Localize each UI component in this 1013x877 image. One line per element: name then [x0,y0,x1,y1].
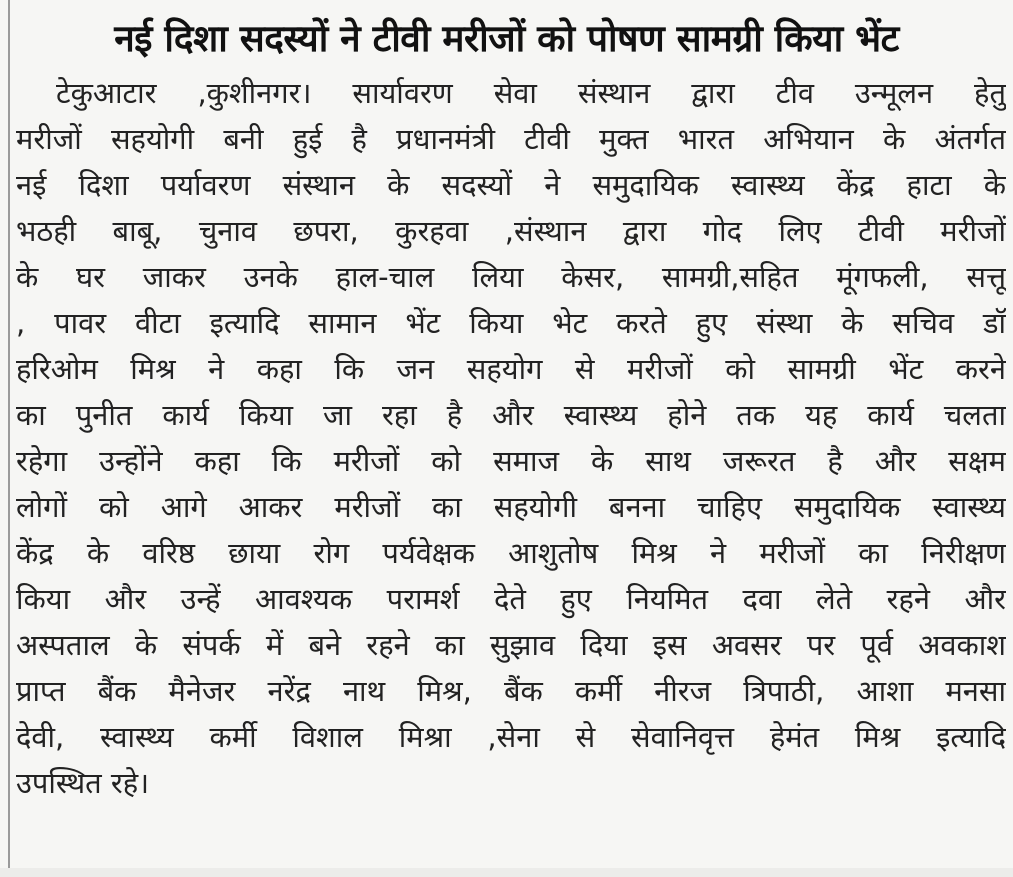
body-line: , पावर वीटा इत्यादि सामान भेंट किया भेट करते हुए संस्था के सचिव डॉ [16,306,1006,340]
article-headline: नई दिशा सदस्यों ने टीवी मरीजों को पोषण सामग्री किया भेंट [114,17,899,60]
body-line: देवी, स्वास्थ्य कर्मी विशाल मिश्रा ,सेना से सेवानिवृत्त हेमंत मिश्र इत्यादि [16,720,1006,754]
body-line: किया और उन्हें आवश्यक परामर्श देते हुए नियमित दवा लेते रहने और [16,582,1006,616]
body-line: टेकुआटार ,कुशीनगर। सार्यावरण सेवा संस्थान द्वारा टीव उन्मूलन हेतु [56,76,1006,110]
body-line: रहेगा उन्होंने कहा कि मरीजों को समाज के साथ जरूरत है और सक्षम [16,444,1006,478]
article-body [16,70,1006,806]
body-line: नई दिशा पर्यावरण संस्थान के सदस्यों ने समुदायिक स्वास्थ्य केंद्र हाटा के [16,168,1006,202]
body-line: का पुनीत कार्य किया जा रहा है और स्वास्थ्य होने तक यह कार्य चलता [16,398,1006,432]
body-line: केंद्र के वरिष्ठ छाया रोग पर्यवेक्षक आशुतोष मिश्र ने मरीजों का निरीक्षण [16,536,1006,570]
body-line: के घर जाकर उनके हाल-चाल लिया केसर, सामग्री,सहित मूंगफली, सत्तू [16,260,1006,294]
body-line: अस्पताल के संपर्क में बने रहने का सुझाव दिया इस अवसर पर पूर्व अवकाश [16,628,1006,662]
body-line: उपस्थित रहे। [16,766,150,800]
body-line: लोगों को आगे आकर मरीजों का सहयोगी बनना चाहिए समुदायिक स्वास्थ्य [16,490,1006,524]
body-line: मरीजों सहयोगी बनी हुई है प्रधानमंत्री टीवी मुक्त भारत अभियान के अंतर्गत [16,122,1006,156]
body-line: हरिओम मिश्र ने कहा कि जन सहयोग से मरीजों को सामग्री भेंट करने [16,352,1006,386]
column-divider [8,0,10,877]
body-line: भठही बाबू, चुनाव छपरा, कुरहवा ,संस्थान द्वारा गोद लिए टीवी मरीजों [16,214,1006,248]
body-line: प्राप्त बैंक मैनेजर नरेंद्र नाथ मिश्र, बैंक कर्मी नीरज त्रिपाठी, आशा मनसा [16,674,1006,708]
page-bottom-edge [0,868,1013,877]
